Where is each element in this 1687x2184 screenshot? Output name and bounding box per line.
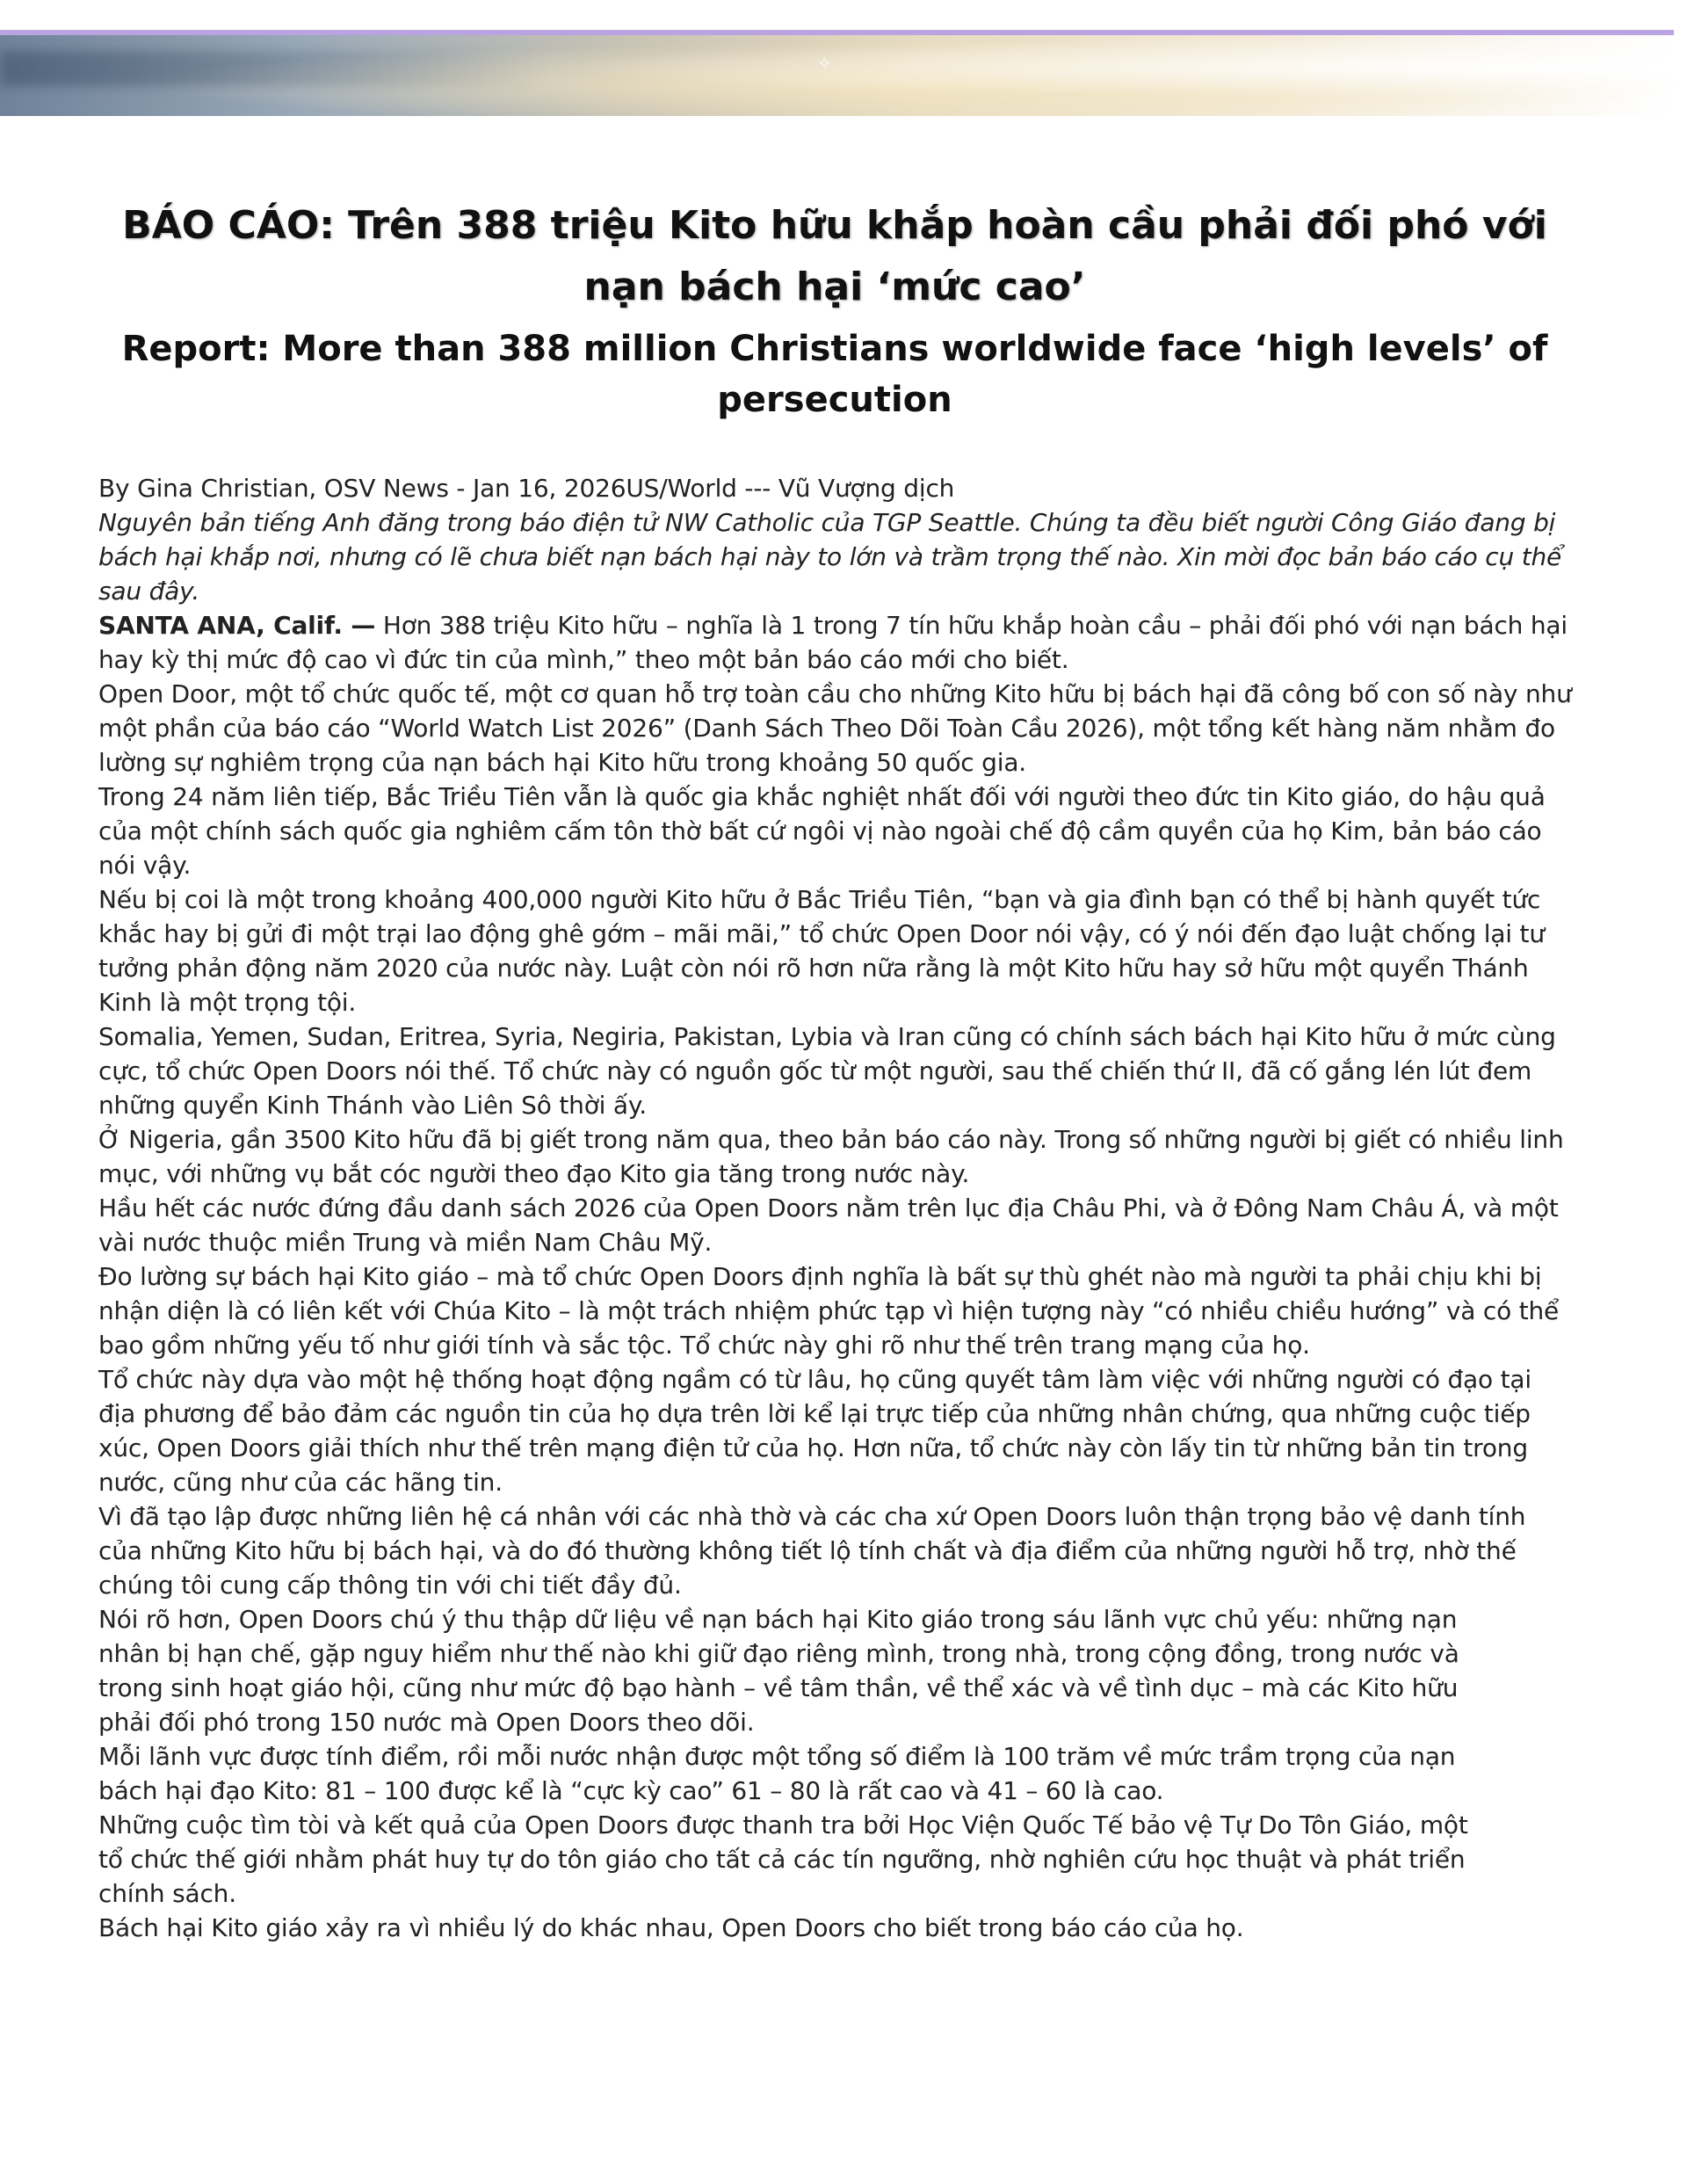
header-banner-image bbox=[0, 35, 1674, 116]
banner-cloud-streak bbox=[0, 51, 545, 86]
article-title-vietnamese: BÁO CÁO: Trên 388 triệu Kito hữu khắp hoàn cầu phải đối phó với nạn bách hại ‘mức cao’ bbox=[122, 203, 1547, 309]
body-paragraph: Hầu hết các nước đứng đầu danh sách 2026 của Open Doors nằm trên lục địa Châu Phi, và ở Đông Nam Châu Á, và một vài nước thuộc miền Trung và miền Nam Châu Mỹ. bbox=[98, 1194, 1559, 1257]
body-paragraph: Trong 24 năm liên tiếp, Bắc Triều Tiên vẫn là quốc gia khắc nghiệt nhất đối với người theo đức tin Kito giáo, do hậu quả của một chính sách quốc gia nghiêm cấm tôn thờ bất cứ ngôi vị nào ngoài chế độ cầm quyền của họ Kim, bản báo cáo nói vậy. bbox=[98, 782, 1546, 880]
body-paragraph: Somalia, Yemen, Sudan, Eritrea, Syria, Negiria, Pakistan, Lybia và Iran cũng có chính sách bách hại Kito hữu ở mức cùng cực, tổ chức Open Doors nói thế. Tổ chức này có nguồn gốc từ một người, sau thế chiến thứ II, đã cố gắng lén lút đem những quyển Kinh Thánh vào Liên Sô thời ấy. bbox=[98, 1022, 1556, 1120]
article-body bbox=[98, 471, 1575, 1945]
body-paragraph: Mỗi lãnh vực được tính điểm, rồi mỗi nước nhận được một tổng số điểm là 100 trăm về mức trầm trọng của nạn bách hại đạo Kito: 81 – 100 được kể là “cực kỳ cao” 61 – 80 là rất cao và 41 – 60 là cao. bbox=[98, 1742, 1456, 1805]
body-paragraph: Đo lường sự bách hại Kito giáo – mà tổ chức Open Doors định nghĩa là bất sự thù ghét nào mà người ta phải chịu khi bị nhận diện là có liên kết với Chúa Kito – là một trách nhiệm phức tạp vì hiện tượng này “có nhiều chiều hướng” và có thể bao gồm những yếu tố như giới tính và sắc tộc. Tổ chức này ghi rõ như thế trên trang mạng của họ. bbox=[98, 1262, 1560, 1360]
body-paragraph: Bách hại Kito giáo xảy ra vì nhiều lý do khác nhau, Open Doors cho biết trong báo cáo của họ. bbox=[98, 1913, 1244, 1942]
body-paragraph: Tổ chức này dựa vào một hệ thống hoạt động ngầm có từ lâu, họ cũng quyết tâm làm việc với những người có đạo tại địa phương để bảo đảm các nguồn tin của họ dựa trên lời kể lại trực tiếp của những nhân chứng, qua những cuộc tiếp xúc, Open Doors giải thích như thế trên mạng điện tử của họ. Hơn nữa, tổ chức này còn lấy tin từ những bản tin trong nước, cũng như của các hãng tin. bbox=[98, 1365, 1531, 1497]
body-paragraph: Nếu bị coi là một trong khoảng 400,000 người Kito hữu ở Bắc Triều Tiên, “bạn và gia đình bạn có thể bị hành quyết tức khắc hay bị gửi đi một trại lao động ghê gớm – mãi mãi,” tổ chức Open Door nói vậy, có ý nói đến đạo luật chống lại tư tưởng phản động năm 2020 của nước này. Luật còn nói rõ hơn nữa rằng là một Kito hữu hay sở hữu một quyển Thánh Kinh là một trọng tội. bbox=[98, 885, 1545, 1017]
body-paragraph: Vì đã tạo lập được những liên hệ cá nhân với các nhà thờ và các cha xứ Open Doors luôn thận trọng bảo vệ danh tính của những Kito hữu bị bách hại, và do đó thường không tiết lộ tính chất và địa điểm của những người hỗ trợ, nhờ thế chúng tôi cung cấp thông tin với chi tiết đầy đủ. bbox=[98, 1502, 1526, 1600]
banner-sparkle-icon: ✧ bbox=[817, 53, 832, 74]
lead-text: Hơn 388 triệu Kito hữu – nghĩa là 1 trong 7 tín hữu khắp hoàn cầu – phải đối phó với nạn bách hại hay kỳ thị mức độ cao vì đức tin của mình,” theo một bản báo cáo mới cho biết. bbox=[98, 611, 1568, 674]
article-title-english: Report: More than 388 million Christians worldwide face ‘high levels’ of persecution bbox=[121, 329, 1548, 420]
article-byline: By Gina Christian, OSV News - Jan 16, 2026US/World --- Vũ Vượng dịch bbox=[98, 474, 955, 503]
dateline: SANTA ANA, Calif. — bbox=[98, 611, 376, 640]
body-paragraph: Nói rõ hơn, Open Doors chú ý thu thập dữ liệu về nạn bách hại Kito giáo trong sáu lãnh vực chủ yếu: những nạn nhân bị hạn chế, gặp nguy hiểm như thế nào khi giữ đạo riêng mình, trong nhà, trong cộng đồng, trong nước và trong sinh hoạt giáo hội, cũng như mức độ bạo hành – về tâm thần, về thể xác và về tình dục – mà các Kito hữu phải đối phó trong 150 nước mà Open Doors theo dõi. bbox=[98, 1605, 1459, 1737]
lead-paragraph bbox=[98, 608, 1575, 677]
body-paragraph: Những cuộc tìm tòi và kết quả của Open Doors được thanh tra bởi Học Viện Quốc Tế bảo vệ Tự Do Tôn Giáo, một tổ chức thế giới nhằm phát huy tự do tôn giáo cho tất cả các tín ngưỡng, nhờ nghiên cứu học thuật và phát triển chính sách. bbox=[98, 1810, 1468, 1908]
body-paragraph: Open Door, một tổ chức quốc tế, một cơ quan hỗ trợ toàn cầu cho những Kito hữu bị bách hại đã công bố con số này như một phần của báo cáo “World Watch List 2026” (Danh Sách Theo Dõi Toàn Cầu 2026), một tổng kết hàng năm nhằm đo lường sự nghiêm trọng của nạn bách hại Kito hữu trong khoảng 50 quốc gia. bbox=[98, 679, 1572, 777]
translator-intro: Nguyên bản tiếng Anh đăng trong báo điện tử NW Catholic của TGP Seattle. Chúng ta đều biết người Công Giáo đang bị bách hại khắp nơi, nhưng có lẽ chưa biết nạn bách hại này to lớn và trầm trọng thế nào. Xin mời đọc bản báo cáo cụ thể sau đây. bbox=[98, 508, 1562, 606]
body-paragraph: Ở Nigeria, gần 3500 Kito hữu đã bị giết trong năm qua, theo bản báo cáo này. Trong số những người bị giết có nhiều linh mục, với những vụ bắt cóc người theo đạo Kito gia tăng trong nước này. bbox=[98, 1125, 1564, 1188]
